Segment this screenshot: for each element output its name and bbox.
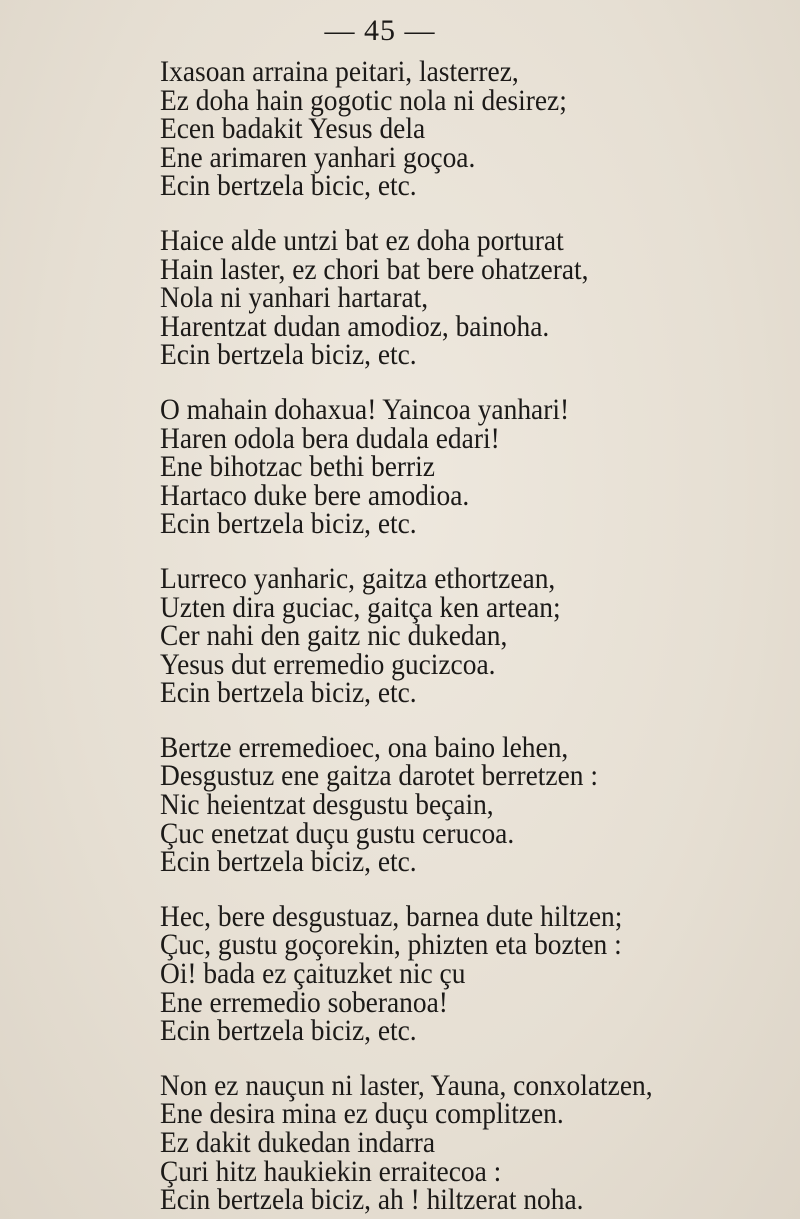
verse-line: Oi! bada ez çaituzket nic çu [160,958,466,991]
verse-line: Ene desira mina ez duçu complitzen. [160,1098,564,1131]
page-number: — 45 — [324,14,436,47]
verse-line: Ecin bertzela biciz, etc. [160,339,417,372]
stanza [160,731,780,879]
verse-line: Hec, bere desgustuaz, barnea dute hiltzen; [160,900,623,933]
verse-line: Haice alde untzi bat ez doha porturat [160,224,564,257]
stanza [160,1069,780,1217]
verse-line: Cer nahi den gaitz nic dukedan, [160,620,508,653]
verse-line: Ez dakit dukedan indarra [160,1127,436,1159]
verse-line: Çuc enetzat duçu gustu cerucoa. [160,817,515,850]
verse-line: Çuri hitz haukiekin erraitecoa : [160,1155,502,1188]
verse-line: Ecin bertzela biciz, etc. [160,846,417,879]
verse-line: Ecin bertzela biciz, etc. [160,508,417,541]
verse-line: Haren odola bera dudala edari! [160,422,500,455]
verse-line: Nic heientzat desgustu beçain, [160,789,494,822]
poem [160,58,780,1215]
verse-line: Lurreco yanharic, gaitza ethortzean, [160,562,556,595]
verse-line: Ecin bertzela biciz, etc. [160,1015,417,1048]
verse-line: Çuc, gustu goçorekin, phizten eta bozten : [160,929,622,962]
verse-line: Nola ni yanhari hartarat, [160,282,429,315]
verse-line: Ene bihotzac bethi berriz [160,451,435,484]
verse-line: Harentzat dudan amodioz, bainoha. [160,310,550,343]
verse-line: Desgustuz ene gaitza darotet berretzen : [160,760,598,793]
stanza [160,58,780,201]
verse-line: Ez doha hain gogotic nola ni desirez; [160,84,567,117]
verse-line: Uzten dira guciac, gaitça ken artean; [160,591,561,624]
verse-line: Ecen badakit Yesus dela [160,113,426,146]
verse-line: Ecin bertzela bicic, etc. [160,170,417,203]
verse-line: Bertze erremedioec, ona baino lehen, [160,731,569,764]
verse-line: Hain laster, ez chori bat bere ohatzerat, [160,253,589,286]
verse-line: O mahain dohaxua! Yaincoa yanhari! [160,393,570,426]
verse-line: Ixasoan arraina peitari, lasterrez, [160,56,519,88]
verse-line: Ecin bertzela biciz, ah ! hiltzerat noha. [160,1184,584,1217]
stanza [160,562,780,710]
stanza [160,900,780,1048]
verse-line: Yesus dut erremedio gucizcoa. [160,648,496,681]
verse-line: Ene arimaren yanhari goçoa. [160,141,476,174]
verse-line: Non ez nauçun ni laster, Yauna, conxolatzen, [160,1069,653,1102]
stanza [160,224,780,372]
verse-line: Ecin bertzela biciz, etc. [160,677,417,710]
verse-line: Ene erremedio soberanoa! [160,986,448,1019]
verse-line: Hartaco duke bere amodioa. [160,479,470,512]
stanza [160,393,780,541]
